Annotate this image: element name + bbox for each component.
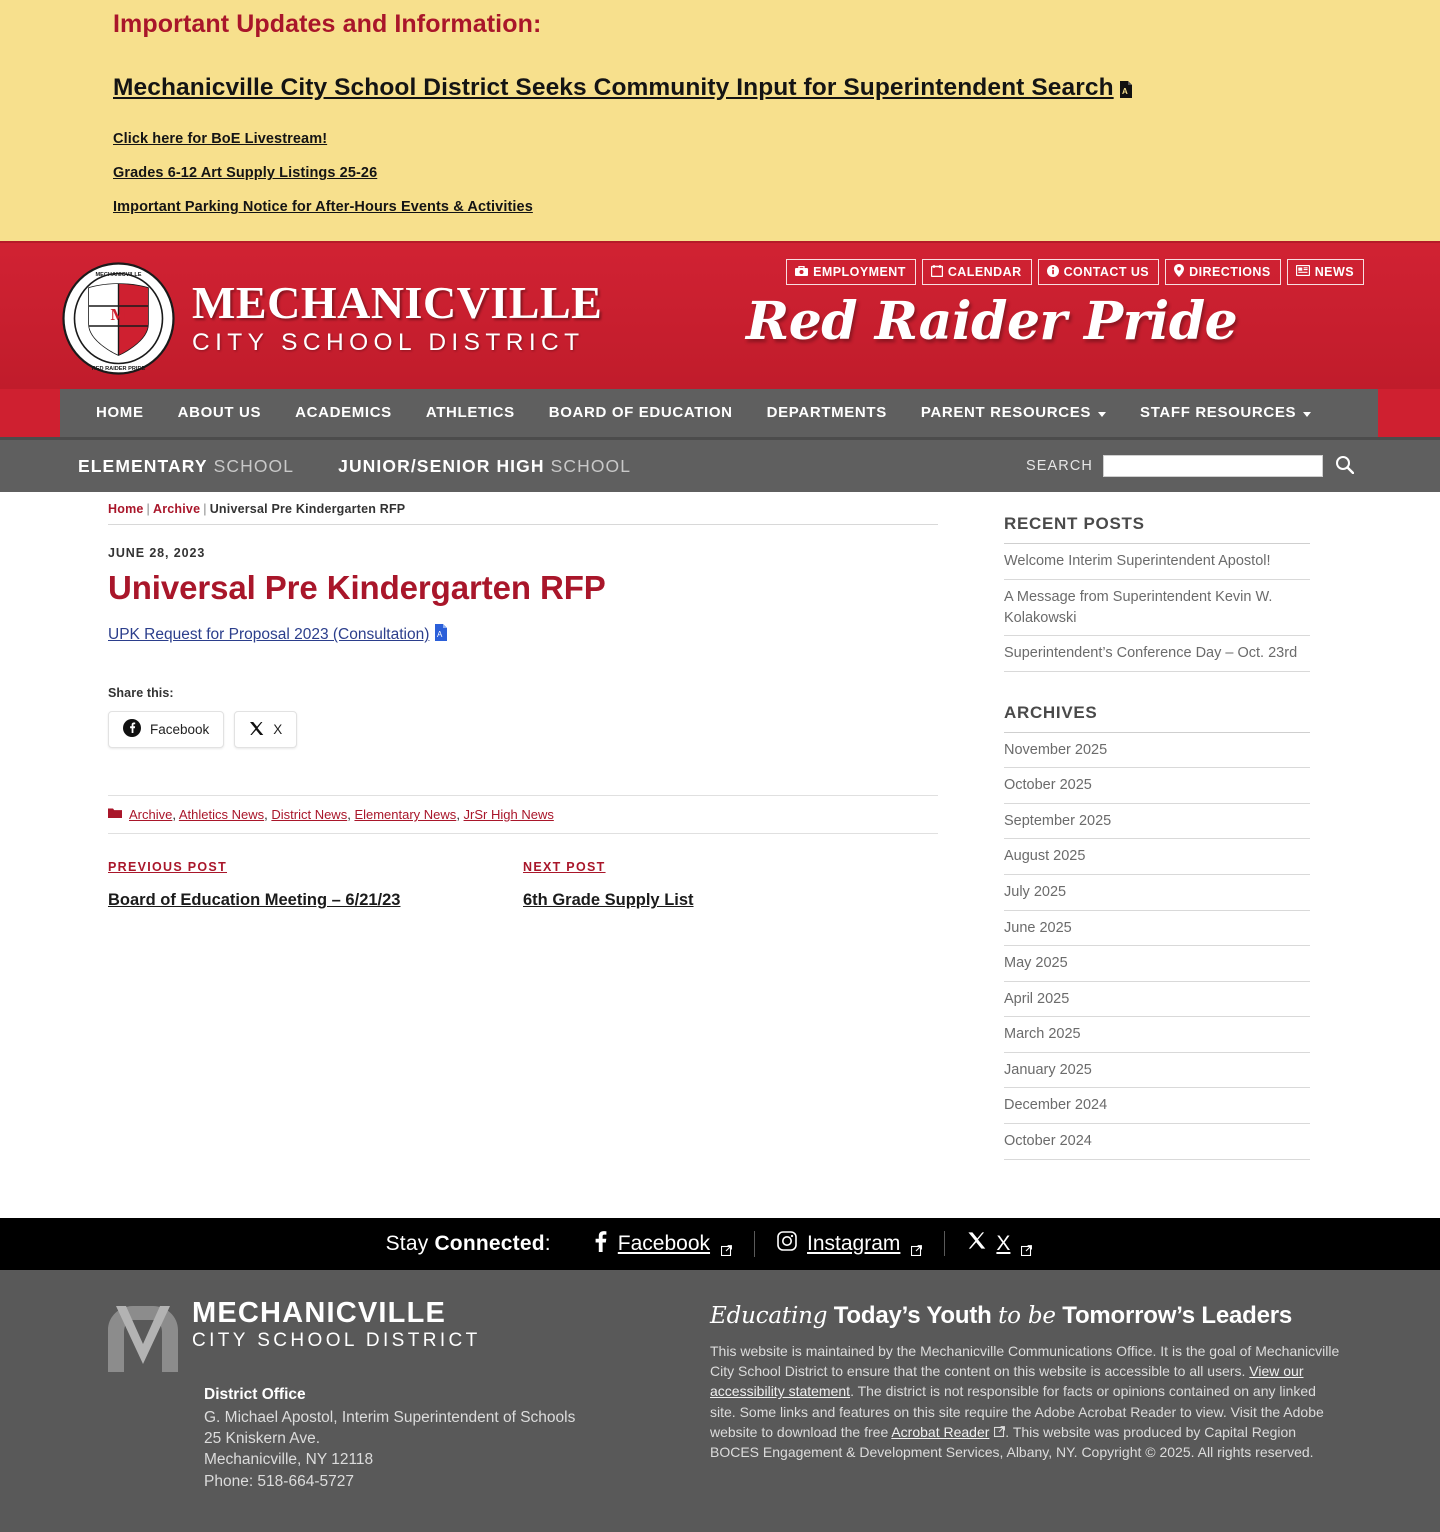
page-body [0,492,1440,1217]
breadcrumb-archive[interactable]: Archive [152,502,201,517]
footer-tagline-bold-1: Today’s Youth [833,1301,992,1329]
district-seal-icon [62,262,175,375]
footer-disclaimer [710,1341,1340,1463]
social-link-x-label: X [996,1231,1011,1255]
footer-office-title: District Office [204,1385,306,1403]
stay-bold: Connected [434,1231,545,1255]
footer-body-3: . This website was produced by Capital Region BOCES Engagement & Development Services, Albany, NY. Copyright © 2025. All rights reserved. [710,1423,1314,1461]
main-content [108,492,938,1159]
search-submit-button[interactable] [1333,455,1356,477]
social-link-facebook-label: Facebook [617,1231,711,1255]
stay-connected-label [386,1232,551,1256]
external-link-icon [911,1238,922,1249]
footer-left [100,1298,700,1493]
list-item[interactable]: Welcome Interim Superintendent Apostol! [1004,544,1310,580]
footer-office-line-3: Phone: 518-664-5727 [204,1472,354,1490]
category-link-1[interactable]: Athletics News [178,807,265,823]
post-attachment-link[interactable] [108,624,448,644]
post-attachment-label: UPK Request for Proposal 2023 (Consultation) [108,626,430,644]
brand-line-2: CITY SCHOOL DISTRICT [192,329,585,357]
list-item[interactable]: August 2025 [1004,839,1310,875]
list-item[interactable]: Superintendent’s Conference Day – Oct. 23rd [1004,636,1310,672]
nav-item-parent-resources-label: PARENT RESOURCES [920,404,1092,422]
breadcrumb-sep: | [203,502,207,517]
nav-item-about-us[interactable] [161,389,279,437]
list-item[interactable]: April 2025 [1004,982,1310,1018]
footer-body-1: This website is maintained by the Mechanicville Communications Office. It is the goal of Mechanicville City School District to ensure that the content on this website is accessible to all users. [710,1342,1340,1379]
sub-nav [0,437,1440,492]
previous-post-column [108,858,523,910]
category-link-3[interactable]: Elementary News [354,807,457,823]
utility-news-label: NEWS [1314,264,1354,279]
previous-post-kicker[interactable]: PREVIOUS POST [108,860,228,875]
post-navigation [108,858,938,910]
previous-post-link[interactable]: Board of Education Meeting – 6/21/23 [108,891,401,910]
utility-contact-button[interactable] [1038,259,1160,285]
list-item[interactable]: May 2025 [1004,946,1310,982]
alert-link-2[interactable]: Important Parking Notice for After-Hours Events & Activities [113,199,533,216]
category-link-0[interactable]: Archive [129,807,173,823]
alert-title: Important Updates and Information: [113,10,542,38]
nav-item-departments[interactable] [750,389,904,437]
footer-district-office [204,1386,700,1493]
nav-item-parent-resources[interactable] [904,389,1123,437]
utility-employment-label: EMPLOYMENT [813,264,906,279]
red-raider-pride-tagline: Red Raider Pride [746,291,1238,353]
share-x-button[interactable] [234,711,297,748]
svg-text:A: A [1121,86,1128,96]
footer-right [710,1298,1340,1493]
map-pin-icon [1174,264,1184,280]
instagram-icon [777,1231,797,1257]
list-item[interactable]: October 2024 [1004,1124,1310,1160]
junior-senior-high-light: SCHOOL [550,455,632,476]
footer-brand-names [192,1298,481,1352]
next-post-column [523,858,938,910]
site-footer [0,1270,1440,1532]
nav-item-athletics[interactable] [409,389,532,437]
social-bar [0,1218,1440,1270]
footer-office-line-1: 25 Kniskern Ave. [204,1430,321,1447]
search-icon [1335,455,1354,477]
list-item[interactable]: October 2025 [1004,768,1310,804]
accessibility-statement-link[interactable]: View our accessibility statement [710,1362,1304,1400]
archives-heading: ARCHIVES [1004,703,1310,733]
share-x-label: X [273,722,283,738]
calendar-icon [931,265,943,280]
district-logo-icon [104,1302,182,1372]
utility-calendar-label: CALENDAR [947,264,1022,279]
elementary-school-bold: ELEMENTARY [78,455,208,476]
footer-office-line-0: G. Michael Apostol, Interim Superintendent of Schools [204,1408,576,1426]
alert-banner [0,0,1440,241]
svg-text:M: M [110,305,127,325]
facebook-icon [123,719,141,740]
next-post-link[interactable]: 6th Grade Supply List [523,891,694,910]
brand-line-1: MECHANICVILLE [192,277,603,329]
breadcrumb-sep: | [146,502,150,517]
utility-calendar-button[interactable] [922,259,1032,285]
share-facebook-label: Facebook [150,722,210,738]
breadcrumb-current: Universal Pre Kindergarten RFP [209,502,406,517]
search-group [1026,455,1356,477]
x-twitter-icon [249,721,264,739]
external-link-icon [721,1238,732,1249]
acrobat-reader-link[interactable]: Acrobat Reader [891,1423,990,1440]
junior-senior-high-bold: JUNIOR/SENIOR HIGH [338,455,545,476]
nav-item-home-label: HOME [96,404,144,422]
list-item[interactable]: January 2025 [1004,1053,1310,1089]
utility-employment-button[interactable] [786,259,916,285]
next-post-kicker[interactable]: NEXT POST [523,860,606,875]
sidebar [1004,492,1310,1159]
post-categories [108,795,938,834]
social-link-instagram-label: Instagram [807,1231,901,1255]
nav-item-board-of-education[interactable] [532,389,750,437]
footer-office-line-2: Mechanicville, NY 12118 [204,1451,374,1469]
footer-tagline-script-1: Educating [710,1302,828,1329]
facebook-icon [593,1230,608,1258]
main-nav [60,389,1378,437]
footer-brand [104,1298,700,1372]
external-link-icon [994,1422,1005,1433]
list-item[interactable]: November 2025 [1004,733,1310,769]
sidebar-item-junior-senior-high-school[interactable] [338,456,631,477]
category-link-4[interactable]: JrSr High News [463,807,554,823]
site-brand[interactable] [62,262,602,375]
share-label: Share this: [108,686,174,701]
site-header [0,241,1440,389]
list-item[interactable]: September 2025 [1004,804,1310,840]
elementary-school-light: SCHOOL [213,455,295,476]
utility-news-button[interactable] [1287,259,1364,285]
stay-suffix: : [544,1231,551,1255]
x-twitter-icon [967,1231,986,1256]
chevron-down-icon [1303,412,1311,417]
category-link-2[interactable]: District News [271,807,348,823]
alert-headline-text: Mechanicville City School District Seeks Community Input for Superintendent Search [113,73,1114,101]
social-link-facebook[interactable] [571,1230,754,1258]
social-link-instagram[interactable] [754,1231,944,1257]
newspaper-icon [1296,265,1310,279]
nav-item-staff-resources[interactable] [1123,389,1328,437]
nav-item-staff-resources-label: STAFF RESOURCES [1140,404,1297,422]
utility-directions-label: DIRECTIONS [1189,264,1271,279]
stay-prefix: Stay [385,1231,435,1255]
utility-directions-button[interactable] [1165,259,1281,285]
search-input[interactable] [1103,455,1323,477]
list-item[interactable]: A Message from Superintendent Kevin W. Kolakowski [1004,580,1310,636]
folder-icon [108,807,122,822]
list-item[interactable]: June 2025 [1004,911,1310,947]
footer-brand-line-1: MECHANICVILLE [192,1296,447,1329]
external-link-icon [1021,1238,1032,1249]
social-link-x[interactable] [944,1231,1054,1256]
pdf-icon [1119,70,1133,96]
utility-contact-label: CONTACT US [1063,264,1150,279]
page-title: Universal Pre Kindergarten RFP [108,569,606,607]
svg-text:A: A [437,630,443,640]
nav-item-about-us-label: ABOUT US [177,404,262,422]
briefcase-icon [795,265,808,280]
nav-item-departments-label: DEPARTMENTS [766,404,887,422]
search-label: SEARCH [1025,458,1093,475]
footer-tagline-bold-2: Tomorrow’s Leaders [1062,1301,1293,1329]
post-categories-list: Archive, Athletics News, District News, Elementary News, JrSr High News [129,807,554,823]
nav-item-academics-label: ACADEMICS [295,404,392,422]
nav-item-home[interactable] [96,389,161,437]
svg-text:RED RAIDER PRIDE: RED RAIDER PRIDE [91,366,146,373]
alert-link-0[interactable]: Click here for BoE Livestream! [113,131,328,148]
breadcrumb [108,502,938,525]
chevron-down-icon [1098,412,1106,417]
alert-headline-link[interactable] [113,67,1233,110]
alert-link-1[interactable]: Grades 6-12 Art Supply Listings 25-26 [113,165,378,182]
nav-item-athletics-label: ATHLETICS [425,404,515,422]
post-date: JUNE 28, 2023 [108,546,206,561]
recent-posts-heading: RECENT POSTS [1004,514,1310,544]
nav-item-academics[interactable] [278,389,409,437]
info-icon [1047,265,1059,280]
footer-brand-line-2: CITY SCHOOL DISTRICT [192,1330,481,1352]
utility-nav [786,259,1364,285]
footer-body-2: . The district is not responsible for facts or opinions contained on any linked site. Some links and features on this site require the Adobe Acrobat Reader to view. Visit the Adobe website to download the free [710,1383,1324,1440]
list-item[interactable]: July 2025 [1004,875,1310,911]
breadcrumb-home[interactable]: Home [108,502,144,517]
share-buttons [108,711,938,748]
footer-tagline-script-2: to be [998,1302,1056,1329]
footer-tagline [710,1302,1340,1330]
svg-text:MECHANICVILLE: MECHANICVILLE [95,272,142,279]
share-facebook-button[interactable] [108,711,224,748]
sidebar-item-elementary-school[interactable] [78,456,294,477]
list-item[interactable]: December 2024 [1004,1088,1310,1124]
nav-item-board-of-education-label: BOARD OF EDUCATION [548,404,733,422]
pdf-icon [434,624,448,641]
main-nav-wrapper [0,389,1440,437]
list-item[interactable]: March 2025 [1004,1017,1310,1053]
